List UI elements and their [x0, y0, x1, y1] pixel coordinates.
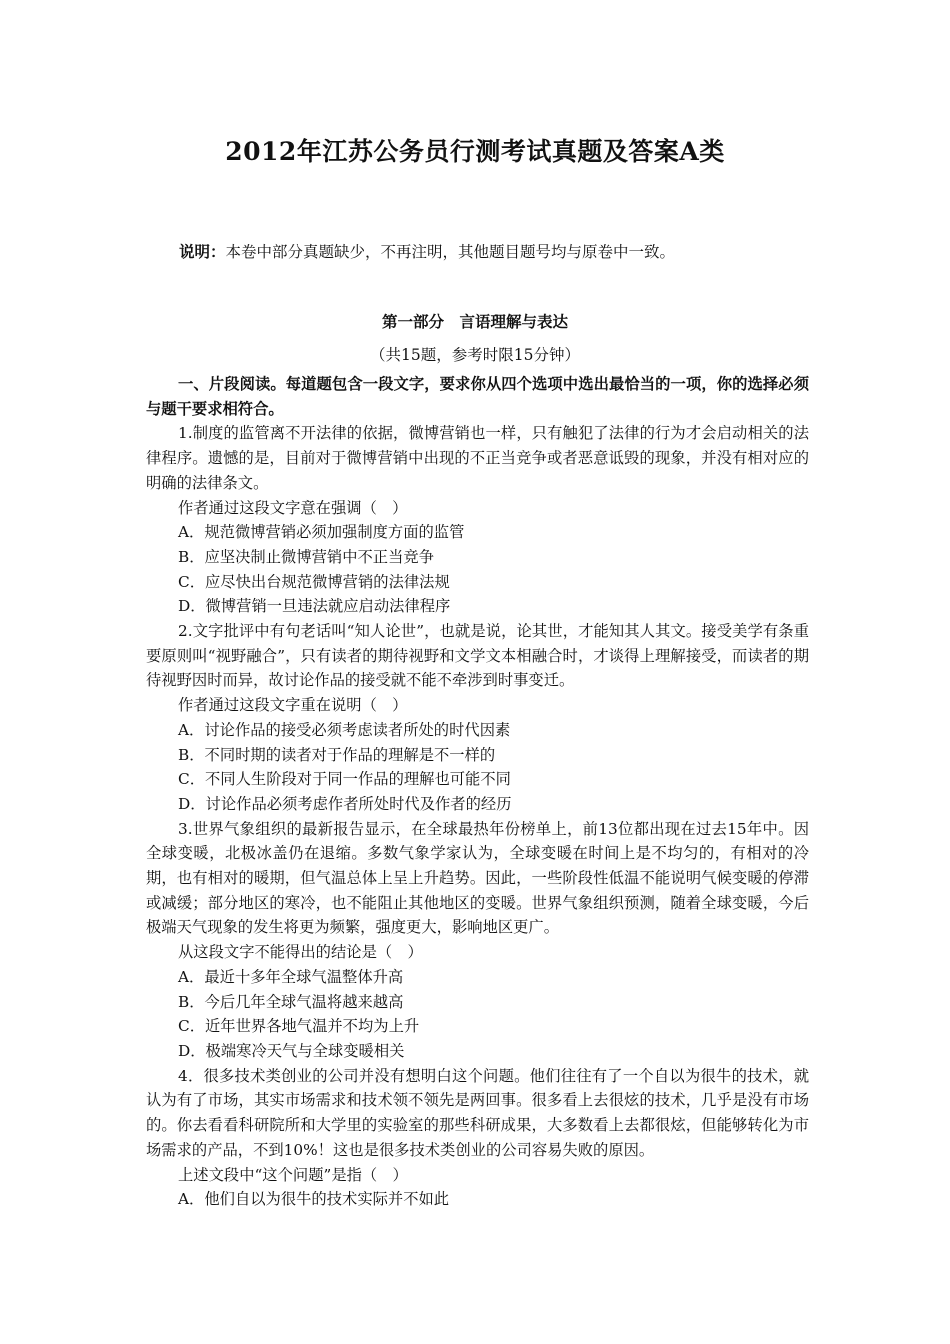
part-title: 第一部分 言语理解与表达	[381, 312, 568, 331]
question-passage: 4．很多技术类创业的公司并没有想明白这个问题。他们往往有了一个自以为很牛的技术，就认为有了市场，其实市场需求和技术领不领先是两回事。很多看上去很炫的技术，几乎是没有市场的。你去看看科研院所和大学里的实验室的那些科研成果，大多数看上去都很炫，但能够转化为市场需求的产品，不到10%！这也是很多技术类创业的公司容易失败的原因。	[146, 1066, 809, 1159]
option-b: B．应坚决制止微博营销中不正当竞争	[178, 547, 434, 566]
note-text: 本卷中部分真题缺少，不再注明，其他题目题号均与原卷中一致。	[225, 243, 676, 261]
document-title: 2012年江苏公务员行测考试真题及答案A类	[225, 137, 725, 166]
section-instruction: 一、片段阅读。每道题包含一段文字，要求你从四个选项中选出最恰当的一项，你的选择必须与题干要求相符合。	[146, 375, 809, 418]
question-1	[146, 421, 809, 619]
option-a: A．讨论作品的接受必须考虑读者所处的时代因素	[178, 720, 511, 739]
option-a: A．他们自以为很牛的技术实际并不如此	[178, 1190, 450, 1209]
question-stem: 作者通过这段文字重在说明（ ）	[178, 696, 408, 715]
question-passage: 2.文字批评中有句老话叫“知人论世”，也就是说，论其世，才能知其人其文。接受美学有条重要原则叫“视野融合”，只有读者的期待视野和文学文本相融合时，才谈得上理解接受，而读者的期待视野因时而异，故讨论作品的接受就不能不牵涉到时事变迁。	[146, 622, 809, 690]
option-d: D．微博营销一旦违法就应启动法律程序	[178, 597, 451, 616]
question-stem: 作者通过这段文字意在强调（ ）	[178, 498, 408, 517]
question-2	[146, 619, 809, 817]
question-4	[146, 1064, 809, 1212]
part-subtitle: （共15题，参考时限15分钟）	[370, 346, 580, 364]
option-b: B．不同时期的读者对于作品的理解是不一样的	[178, 745, 496, 764]
note-label: 说明：	[179, 242, 226, 261]
question-3	[146, 817, 809, 1064]
document-body	[146, 372, 809, 1212]
option-a: A．规范微博营销必须加强制度方面的监管	[178, 523, 465, 542]
option-c: C．应尽快出台规范微博营销的法律法规	[178, 572, 450, 591]
option-c: C．不同人生阶段对于同一作品的理解也可能不同	[178, 770, 511, 789]
question-stem: 上述文段中“这个问题”是指（ ）	[178, 1165, 408, 1184]
note-paragraph	[179, 240, 675, 262]
question-stem: 从这段文字不能得出的结论是（ ）	[178, 943, 423, 962]
option-d: D．讨论作品必须考虑作者所处时代及作者的经历	[178, 794, 512, 813]
question-passage: 3.世界气象组织的最新报告显示，在全球最热年份榜单上，前13位都出现在过去15年中。因全球变暖，北极冰盖仍在退缩。多数气象学家认为，全球变暖在时间上是不均匀的，有相对的冷期，也有相对的暖期，但气温总体上呈上升趋势。因此，一些阶段性低温不能说明气候变暖的停滞或减缓；部分地区的寒冷，也不能阻止其他地区的变暖。世界气象组织预测，随着全球变暖，今后极端天气现象的发生将更为频繁，强度更大，影响地区更广。	[146, 819, 809, 937]
option-c: C．近年世界各地气温并不均为上升	[178, 1017, 420, 1036]
question-passage: 1.制度的监管离不开法律的依据，微博营销也一样，只有触犯了法律的行为才会启动相关的法律程序。遗憾的是，目前对于微博营销中出现的不正当竞争或者恶意诋毁的现象，并没有相对应的明确的法律条文。	[146, 424, 809, 492]
option-b: B．今后几年全球气温将越来越高	[178, 992, 404, 1011]
option-a: A．最近十多年全球气温整体升高	[178, 967, 404, 986]
option-d: D．极端寒冷天气与全球变暖相关	[178, 1041, 405, 1060]
